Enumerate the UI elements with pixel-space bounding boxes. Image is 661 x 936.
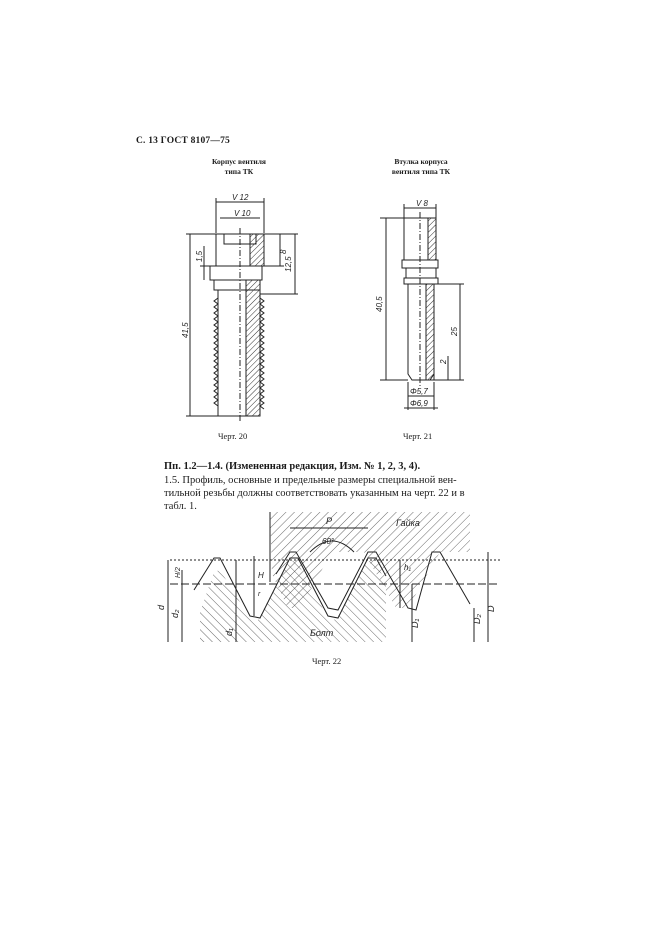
dim-1-5: 1,5 — [195, 250, 204, 262]
figure-20-caption-line2: типа ТК — [224, 167, 254, 176]
figure-21-caption-line1: Втулка корпуса — [394, 157, 448, 166]
figure-21-label: Черт. 21 — [403, 431, 433, 441]
label-D1: D₁ — [410, 618, 420, 628]
figure-21-drawing — [368, 196, 478, 420]
figure-20-label: Черт. 20 — [218, 431, 248, 441]
paragraph-line-2: тильной резьбы должны соответствовать указанным на черт. 22 и в — [164, 488, 465, 499]
label-d2: d₂ — [170, 609, 180, 618]
label-d1: d₁ — [224, 628, 234, 636]
paragraph-1-5 — [164, 474, 524, 513]
label-h-half: H/2 — [175, 567, 182, 578]
figure-20-drawing — [180, 188, 305, 428]
dim-8: 8 — [279, 249, 288, 254]
dim-2: 2 — [439, 359, 448, 364]
label-pitch: P — [326, 516, 333, 526]
dim-v10: V 10 — [234, 209, 251, 218]
label-h: H — [258, 571, 264, 580]
figure-21-caption-line2: вентиля типа ТК — [391, 167, 451, 176]
figure-21-caption — [374, 157, 468, 177]
dim-25: 25 — [450, 327, 459, 336]
label-r: r — [258, 591, 261, 598]
dim-40-5: 40,5 — [375, 296, 384, 312]
figure-22-drawing — [150, 512, 510, 652]
dim-12-5: 12,5 — [284, 256, 293, 272]
dim-41-5: 41,5 — [181, 322, 190, 338]
dim-phi-6-9: Φ6,9 — [410, 399, 428, 408]
figure-22-label: Черт. 22 — [312, 656, 342, 666]
figure-20-caption — [194, 157, 284, 177]
paragraph-line-3: табл. 1. — [164, 501, 197, 512]
dim-phi-5-7: Φ5,7 — [410, 387, 428, 396]
paragraph-line-1: 1.5. Профиль, основные и предельные размеры специальной вен- — [164, 475, 457, 486]
figure-20-caption-line1: Корпус вентиля — [211, 157, 266, 166]
label-d: d — [156, 604, 166, 610]
label-D: D — [486, 605, 496, 612]
label-h1: h₁ — [404, 563, 411, 572]
label-bolt: Болт — [310, 628, 334, 638]
page-header: С. 13 ГОСТ 8107—75 — [136, 136, 230, 146]
label-D2: D₂ — [472, 614, 482, 624]
dim-v12: V 12 — [232, 193, 249, 202]
amendment-paragraph: Пп. 1.2—1.4. (Измененная редакция, Изм. № 1, 2, 3, 4). — [164, 461, 421, 472]
label-nut: Гайка — [396, 518, 420, 528]
dim-v8: V 8 — [416, 199, 429, 208]
label-angle: 60° — [322, 537, 335, 546]
